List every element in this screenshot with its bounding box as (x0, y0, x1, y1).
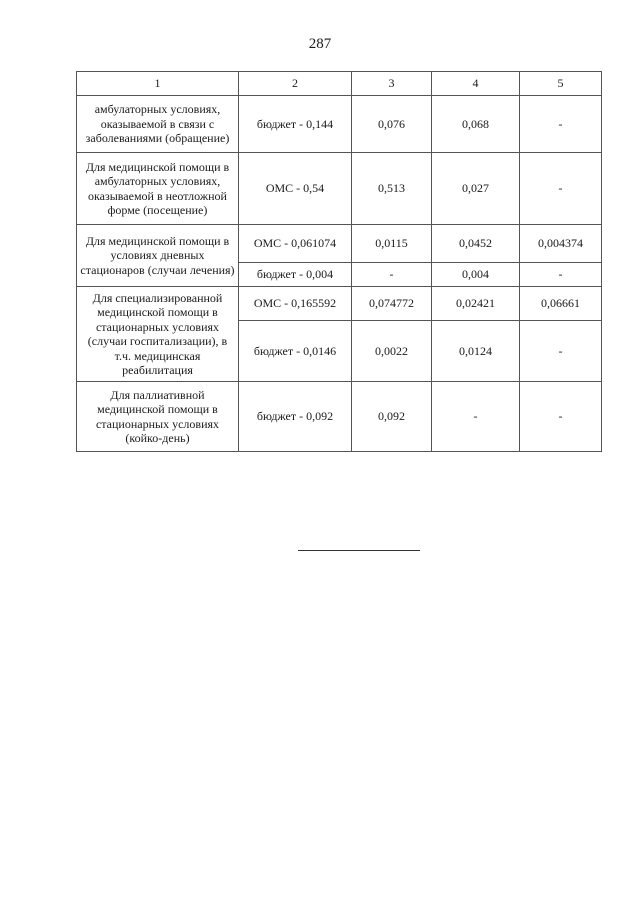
table-cell: бюджет - 0,004 (239, 263, 352, 287)
table-cell: - (520, 263, 602, 287)
table-cell: 0,02421 (432, 287, 520, 321)
table-cell: - (352, 263, 432, 287)
table-cell: бюджет - 0,092 (239, 382, 352, 452)
table-cell: 0,0452 (432, 225, 520, 263)
page-number: 287 (308, 36, 332, 52)
table-cell: бюджет - 0,0146 (239, 321, 352, 382)
row-label: Для медицинской помощи в условиях дневных стационаров (случаи лечения) (77, 225, 239, 287)
table-row (77, 382, 602, 452)
end-divider-line (298, 550, 420, 551)
table-row (77, 287, 602, 321)
row-label: Для паллиативной медицинской помощи в стационарных условиях (койко-день) (77, 382, 239, 452)
table-cell: 0,074772 (352, 287, 432, 321)
data-table (76, 71, 602, 452)
column-header: 4 (432, 72, 520, 96)
table-cell: - (432, 382, 520, 452)
table-cell: - (520, 96, 602, 153)
column-header: 5 (520, 72, 602, 96)
table-cell: ОМС - 0,165592 (239, 287, 352, 321)
table-cell: 0,076 (352, 96, 432, 153)
header-row (77, 72, 602, 96)
table-cell: 0,092 (352, 382, 432, 452)
column-header: 3 (352, 72, 432, 96)
table-cell: 0,004374 (520, 225, 602, 263)
column-header: 2 (239, 72, 352, 96)
table-cell: - (520, 153, 602, 225)
table-cell: - (520, 321, 602, 382)
table-cell: бюджет - 0,144 (239, 96, 352, 153)
table-row (77, 225, 602, 263)
table-cell: 0,0115 (352, 225, 432, 263)
table-cell: 0,513 (352, 153, 432, 225)
row-label: амбулаторных условиях, оказываемой в связи с заболеваниями (обращение) (77, 96, 239, 153)
table-cell: 0,027 (432, 153, 520, 225)
table-cell: - (520, 382, 602, 452)
table-cell: 0,0022 (352, 321, 432, 382)
table-cell: ОМС - 0,061074 (239, 225, 352, 263)
table-cell: 0,06661 (520, 287, 602, 321)
table-cell: 0,004 (432, 263, 520, 287)
table-cell: ОМС - 0,54 (239, 153, 352, 225)
column-header: 1 (77, 72, 239, 96)
table-row (77, 96, 602, 153)
table-row (77, 153, 602, 225)
table-cell: 0,0124 (432, 321, 520, 382)
row-label: Для специализированной медицинской помощи в стационарных условиях (случаи госпитализации), в т.ч. медицинская реабилитация (77, 287, 239, 382)
table-cell: 0,068 (432, 96, 520, 153)
row-label: Для медицинской помощи в амбулаторных условиях, оказываемой в неотложной форме (посещение) (77, 153, 239, 225)
